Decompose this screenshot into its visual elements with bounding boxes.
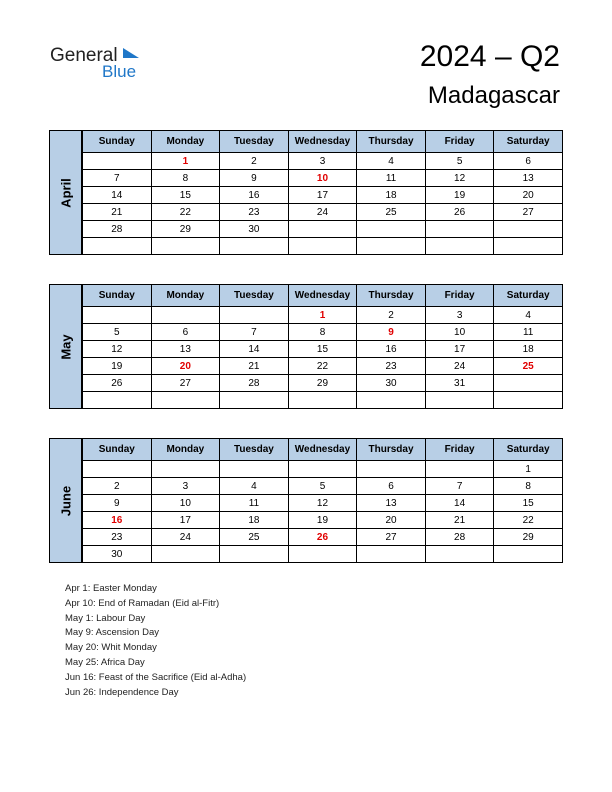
day-cell <box>494 546 563 563</box>
day-cell: 18 <box>220 512 289 529</box>
day-cell: 9 <box>83 495 152 512</box>
day-cell <box>83 307 152 324</box>
holiday-item: May 20: Whit Monday <box>65 642 157 654</box>
calendar-table <box>82 438 563 563</box>
day-cell <box>425 461 494 478</box>
logo-blue-text: Blue <box>102 62 137 81</box>
day-cell <box>220 238 289 255</box>
day-cell: 7 <box>83 170 152 187</box>
weekday-header: Monday <box>151 131 220 153</box>
day-cell: 19 <box>288 512 357 529</box>
day-cell: 4 <box>494 307 563 324</box>
week-row <box>83 221 563 238</box>
day-cell <box>83 238 152 255</box>
day-cell: 23 <box>220 204 289 221</box>
day-cell: 10 <box>288 170 357 187</box>
day-cell: 9 <box>220 170 289 187</box>
weekday-header: Friday <box>425 439 494 461</box>
day-cell: 15 <box>151 187 220 204</box>
day-cell: 15 <box>288 341 357 358</box>
week-row <box>83 307 563 324</box>
day-cell: 12 <box>83 341 152 358</box>
weekday-header: Sunday <box>83 131 152 153</box>
day-cell: 21 <box>425 512 494 529</box>
day-cell: 16 <box>83 512 152 529</box>
calendar-table <box>82 130 563 255</box>
week-row <box>83 153 563 170</box>
day-cell: 22 <box>151 204 220 221</box>
day-cell: 24 <box>151 529 220 546</box>
day-cell: 16 <box>357 341 426 358</box>
day-cell: 26 <box>425 204 494 221</box>
day-cell: 6 <box>357 478 426 495</box>
week-row <box>83 238 563 255</box>
week-row <box>83 341 563 358</box>
day-cell: 17 <box>288 187 357 204</box>
day-cell <box>220 461 289 478</box>
day-cell: 14 <box>83 187 152 204</box>
day-cell: 20 <box>494 187 563 204</box>
day-cell: 17 <box>151 512 220 529</box>
day-cell: 24 <box>425 358 494 375</box>
week-row <box>83 187 563 204</box>
day-cell: 18 <box>357 187 426 204</box>
month-label-bar <box>49 284 82 409</box>
day-cell: 4 <box>357 153 426 170</box>
week-row <box>83 478 563 495</box>
month-june <box>49 438 563 563</box>
day-cell <box>425 238 494 255</box>
day-cell: 13 <box>357 495 426 512</box>
month-april <box>49 130 563 255</box>
day-cell <box>494 375 563 392</box>
day-cell: 21 <box>83 204 152 221</box>
weekday-header: Wednesday <box>288 285 357 307</box>
day-cell <box>494 221 563 238</box>
month-label: May <box>58 333 73 360</box>
day-cell: 2 <box>220 153 289 170</box>
day-cell: 10 <box>425 324 494 341</box>
holiday-list <box>65 582 246 700</box>
day-cell: 22 <box>494 512 563 529</box>
month-label: April <box>58 177 73 208</box>
day-cell <box>357 461 426 478</box>
day-cell <box>357 546 426 563</box>
weekday-header: Monday <box>151 439 220 461</box>
day-cell: 28 <box>83 221 152 238</box>
day-cell <box>357 392 426 409</box>
day-cell: 31 <box>425 375 494 392</box>
day-cell: 26 <box>83 375 152 392</box>
weekday-header: Tuesday <box>220 439 289 461</box>
weekday-header: Sunday <box>83 439 152 461</box>
day-cell <box>288 392 357 409</box>
day-cell: 17 <box>425 341 494 358</box>
day-cell: 14 <box>425 495 494 512</box>
logo-flag-icon <box>123 48 139 58</box>
day-cell <box>83 392 152 409</box>
weekday-header: Tuesday <box>220 285 289 307</box>
month-may <box>49 284 563 409</box>
day-cell <box>425 546 494 563</box>
day-cell <box>288 461 357 478</box>
weekday-header: Tuesday <box>220 131 289 153</box>
weekday-header: Thursday <box>357 131 426 153</box>
weekday-header: Saturday <box>494 285 563 307</box>
week-row <box>83 529 563 546</box>
generalblue-logo <box>50 42 160 82</box>
day-cell: 25 <box>220 529 289 546</box>
day-cell: 1 <box>151 153 220 170</box>
country-name: Madagascar <box>427 82 560 109</box>
month-label-bar <box>49 438 82 563</box>
day-cell <box>494 238 563 255</box>
week-row <box>83 170 563 187</box>
day-cell <box>220 392 289 409</box>
holiday-item: Jun 16: Feast of the Sacrifice (Eid al-Adha) <box>65 671 247 683</box>
day-cell: 3 <box>151 478 220 495</box>
day-cell: 28 <box>220 375 289 392</box>
day-cell <box>494 392 563 409</box>
day-cell: 23 <box>83 529 152 546</box>
weekday-header: Monday <box>151 285 220 307</box>
day-cell <box>357 221 426 238</box>
day-cell: 13 <box>151 341 220 358</box>
day-cell: 10 <box>151 495 220 512</box>
day-cell: 30 <box>220 221 289 238</box>
day-cell: 28 <box>425 529 494 546</box>
day-cell <box>151 392 220 409</box>
day-cell: 7 <box>425 478 494 495</box>
weekday-header: Wednesday <box>288 131 357 153</box>
day-cell: 26 <box>288 529 357 546</box>
day-cell: 6 <box>494 153 563 170</box>
day-cell <box>151 238 220 255</box>
week-row <box>83 461 563 478</box>
day-cell: 20 <box>357 512 426 529</box>
day-cell: 7 <box>220 324 289 341</box>
day-cell: 30 <box>83 546 152 563</box>
holiday-item: May 25: Africa Day <box>65 656 145 668</box>
day-cell: 2 <box>83 478 152 495</box>
holiday-item: Jun 26: Independence Day <box>65 686 179 698</box>
week-row <box>83 546 563 563</box>
day-cell: 1 <box>494 461 563 478</box>
day-cell: 12 <box>288 495 357 512</box>
day-cell: 9 <box>357 324 426 341</box>
weekday-header: Wednesday <box>288 439 357 461</box>
day-cell: 29 <box>288 375 357 392</box>
day-cell <box>288 221 357 238</box>
day-cell: 3 <box>425 307 494 324</box>
week-row <box>83 324 563 341</box>
day-cell: 29 <box>151 221 220 238</box>
holiday-item: May 1: Labour Day <box>65 612 146 624</box>
day-cell: 15 <box>494 495 563 512</box>
day-cell: 25 <box>357 204 426 221</box>
day-cell: 24 <box>288 204 357 221</box>
day-cell <box>220 546 289 563</box>
day-cell: 13 <box>494 170 563 187</box>
day-cell: 8 <box>151 170 220 187</box>
holiday-item: May 9: Ascension Day <box>65 627 159 639</box>
day-cell: 11 <box>494 324 563 341</box>
day-cell: 14 <box>220 341 289 358</box>
weekday-header: Sunday <box>83 285 152 307</box>
day-cell: 19 <box>83 358 152 375</box>
day-cell: 18 <box>494 341 563 358</box>
day-cell: 6 <box>151 324 220 341</box>
day-cell: 5 <box>83 324 152 341</box>
day-cell: 30 <box>357 375 426 392</box>
day-cell: 21 <box>220 358 289 375</box>
logo-general-text: General <box>50 45 118 66</box>
page-title: 2024 – Q2 <box>419 40 560 73</box>
day-cell: 29 <box>494 529 563 546</box>
holiday-item: Apr 1: Easter Monday <box>65 583 157 594</box>
day-cell: 22 <box>288 358 357 375</box>
holiday-item: Apr 10: End of Ramadan (Eid al-Fitr) <box>65 597 220 609</box>
week-row <box>83 375 563 392</box>
month-label: June <box>58 485 73 516</box>
day-cell: 8 <box>494 478 563 495</box>
day-cell: 3 <box>288 153 357 170</box>
week-row <box>83 204 563 221</box>
weekday-header: Saturday <box>494 131 563 153</box>
weekday-header: Friday <box>425 285 494 307</box>
day-cell: 16 <box>220 187 289 204</box>
day-cell <box>151 461 220 478</box>
calendar-table <box>82 284 563 409</box>
day-cell: 4 <box>220 478 289 495</box>
day-cell <box>288 546 357 563</box>
day-cell: 8 <box>288 324 357 341</box>
month-label-bar <box>49 130 82 255</box>
day-cell: 5 <box>425 153 494 170</box>
day-cell: 19 <box>425 187 494 204</box>
weekday-header: Thursday <box>357 285 426 307</box>
week-row <box>83 358 563 375</box>
weekday-header: Thursday <box>357 439 426 461</box>
day-cell <box>151 546 220 563</box>
day-cell <box>83 153 152 170</box>
day-cell: 11 <box>357 170 426 187</box>
week-row <box>83 392 563 409</box>
day-cell: 12 <box>425 170 494 187</box>
day-cell: 23 <box>357 358 426 375</box>
day-cell: 27 <box>151 375 220 392</box>
weekday-header: Friday <box>425 131 494 153</box>
day-cell <box>425 221 494 238</box>
day-cell <box>288 238 357 255</box>
day-cell: 20 <box>151 358 220 375</box>
day-cell <box>83 461 152 478</box>
day-cell <box>220 307 289 324</box>
day-cell <box>151 307 220 324</box>
day-cell: 25 <box>494 358 563 375</box>
day-cell: 27 <box>494 204 563 221</box>
day-cell: 27 <box>357 529 426 546</box>
week-row <box>83 495 563 512</box>
week-row <box>83 512 563 529</box>
day-cell: 2 <box>357 307 426 324</box>
day-cell <box>425 392 494 409</box>
day-cell <box>357 238 426 255</box>
day-cell: 11 <box>220 495 289 512</box>
weekday-header: Saturday <box>494 439 563 461</box>
day-cell: 1 <box>288 307 357 324</box>
day-cell: 5 <box>288 478 357 495</box>
